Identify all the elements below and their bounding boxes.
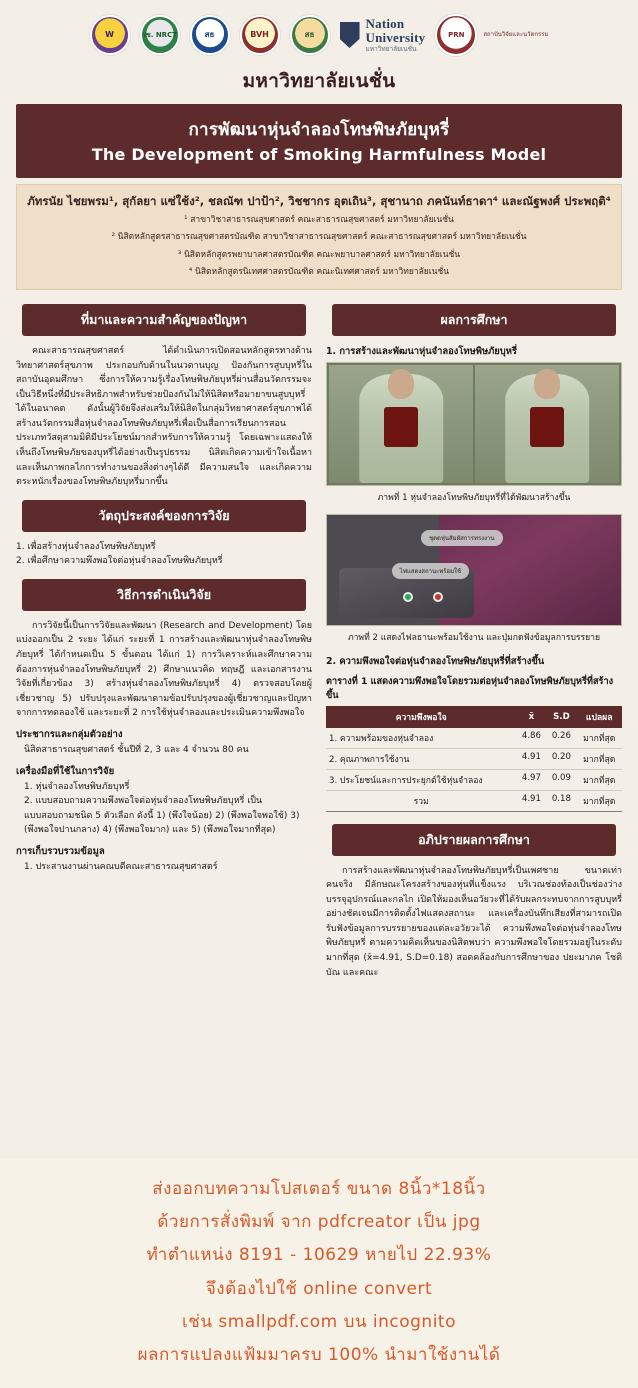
table-row xyxy=(326,769,622,790)
bottom-note xyxy=(0,1159,638,1388)
authors-band xyxy=(16,184,622,290)
note-line-2: ด้วยการสั่งพิมพ์ จาก pdfcreator เป็น jpg xyxy=(157,1212,481,1233)
prn-logo-label: PRN xyxy=(448,30,465,39)
ministry-logo-label: สธ xyxy=(204,30,215,39)
methods-paragraph: การวิจัยนี้เป็นการวิจัยและพัฒนา (Research and Development) โดยแบ่งออกเป็น 2 ระยะ ได้แก่ ระยะที่ 1 การสร้างและพัฒนาหุ่นจำลองโทษพิษภัยบุหรี่ ได้กำหนดเป็น 5 ขั้นตอน ได้แก่ 1) การวิเคราะห์และศึกษาความต้องการหุ่นจำลองโทษพิษภัยบุหรี่ 2) ศึกษาแนวคิด ทฤษฎี และเอกสารงานวิจัยที่เกี่ยวข้อง 3) สร้างหุ่นจำลองโทษพิษภัยบุหรี่ 4) ตรวจสอบโดยผู้เชี่ยวชาญ 5) ปรับปรุงและพัฒนาตามข้อปรับปรุงของผู้เชี่ยวชาญและปัญหาจากการทดลองใช้ และระยะที่ 2 การใช้หุ่นจำลองและประเมินความพึงพอใจ xyxy=(16,620,312,719)
nrct-logo xyxy=(140,15,180,55)
figure-2 xyxy=(326,514,622,626)
section-header-background: ที่มาและความสำคัญของปัญหา xyxy=(22,304,306,336)
title-band xyxy=(16,104,622,178)
wisdom-logo-label: W xyxy=(105,30,114,39)
data-collection-heading: การเก็บรวบรวมข้อมูล xyxy=(16,845,105,857)
ministry-logo xyxy=(190,15,230,55)
population-text: นิสิตสาธารณสุขศาสตร์ ชั้นปีที่ 2, 3 และ 4 จำนวน 80 คน xyxy=(24,744,249,755)
note-line-3: ทำตำแหน่ง 8191 - 10629 หายไป 22.93% xyxy=(146,1245,492,1266)
table-cell-label: 1. ความพร้อมของหุ่นจำลอง xyxy=(326,728,516,749)
instrument-item-1: 1. หุ่นจำลองโทษพิษภัยบุหรี่ xyxy=(24,781,130,792)
table-row xyxy=(326,748,622,769)
figure-1-left-photo xyxy=(329,365,473,483)
nation-name-line2: University xyxy=(365,30,426,46)
affiliation-2: ² นิสิตหลักสูตรสาธารณสุขศาสตรบัณฑิต สาขาวิชาสาธารณสุขศาสตร์ คณะสาธารณสุขศาสตร์ มหาวิทยาลัยเนชั่น xyxy=(111,232,527,243)
mannequin-chest-cavity xyxy=(384,407,418,447)
table-cell-sd: 0.26 xyxy=(546,728,576,749)
content-columns xyxy=(0,290,638,984)
page-title: มหาวิทยาลัยเนชั่น xyxy=(242,70,396,92)
mannequin-chest-cavity-2 xyxy=(530,407,564,447)
table-cell-interpretation: มากที่สุด xyxy=(576,790,622,811)
prn-logo xyxy=(435,14,477,56)
objectives-list xyxy=(16,540,312,569)
table-cell-interpretation: มากที่สุด xyxy=(576,748,622,769)
objective-item-2: 2. เพื่อศึกษาความพึงพอใจต่อหุ่นจำลองโทษพิษภัยบุหรี่ xyxy=(16,556,223,567)
thai-emblem-logo xyxy=(290,15,330,55)
table-1-title: ตารางที่ 1 แสดงความพึงพอใจโดยรวมต่อหุ่นจำลองโทษพิษภัยบุหรี่ที่สร้างขึ้น xyxy=(326,675,614,701)
table-col-header-3: แปลผล xyxy=(576,706,622,728)
figure-2-label-chip-1: ชุดดหุ่นสัมผัสการทรงงาน xyxy=(421,530,502,546)
health-logo xyxy=(240,15,280,55)
logo-bar xyxy=(0,0,638,60)
discussion-text xyxy=(326,864,622,981)
results-item-2-heading: 2. ความพึงพอใจต่อหุ่นจำลองโทษพิษภัยบุหรี่ที่สร้างขึ้น xyxy=(326,655,545,667)
table-total-row xyxy=(326,790,622,811)
discussion-paragraph: การสร้างและพัฒนาหุ่นจำลองโทษพิษภัยบุหรี่เป็นเพศชาย ขนาดเท่าคนจริง มีลักษณะโครงสร้างของหุ่นที่แข็งแรง บริเวณช่องท้องเป็นช่องว่างบรรจุอุปกรณ์และกลไก เปิดให้มองเห็นอวัยวะที่ได้รับผลกระทบจากการสูบบุหรี่อย่างชัดเจนมีการติดตั้งไฟแสดงสถานะ และเครื่องบันทึกเสียงที่สามารถเปิดรับฟังข้อมูลการบรรยายของแต่ละอวัยวะได้ ความพึงพอใจต่อหุ่นจำลองโทษพิษภัยบุหรี่ ตามความคิดเห็นของนิสิตพบว่า ความพึงพอใจโดยรวมอยู่ในระดับมากที่สุด (x̄=4.91, S.D=0.18) สอดคล้องกับการศึกษาของ ปยะมาภค โชติบัณ และคณะ xyxy=(326,865,622,978)
note-line-4: จึงต้องไปใช้ online convert xyxy=(205,1278,433,1299)
mannequin-head xyxy=(388,369,414,399)
shield-icon xyxy=(340,22,360,48)
nation-name-thai: มหาวิทยาลัยเนชั่น xyxy=(365,45,417,53)
population-heading: ประชากรและกลุ่มตัวอย่าง xyxy=(16,728,123,740)
data-collection-list xyxy=(16,860,312,875)
figure-2-label-chip-2: ไฟแสดงสถานะพร้อมใช้ xyxy=(392,563,469,579)
figure-1-right-photo xyxy=(475,365,619,483)
table-cell-mean: 4.97 xyxy=(516,769,546,790)
background-paragraph: คณะสาธารณสุขศาสตร์ ได้ดำเนินการเปิดสอนหลักสูตรทางด้านวิทยาศาสตร์สุขภาพ ประกอบกับด้านในนวดานบุญ ป้องกันการสูบบุหรี่ในสถาบันอุดมศึกษา ซึ่งการให้ความรู้เรื่องโทษพิษภัยบุหรี่ผ่านสื่อนวัตกรรมจะเป็นวิธีหนึ่งที่มีประสิทธิภาพสำหรับช่วยป้องกันไม่ให้นิสิตหรือมายาขนสูบบุหรี่ได้ในอนาคต ดังนั้นผู้วิจัยจึงส่งเสริมให้นิสิตในกลุ่มวิทยาศาสตร์สุขภาพได้สร้างนวัตกรรมสื่อหุ่นจำลองโทษพิษภัยบุหรี่เพื่อเป็นสื่อการเรียนการสอนประเภทวัสดุสามมิติมีประโยชน์มากสำหรับการให้ความรู้ โดยเฉพาะแสดงให้เห็นถึงโทษพิษภัยของบุหรี่ได้อย่างเป็นรูปธรรม นิสิตเกิดความเข้าใจเนื้อหาและเห็นภาพกลไกการทำงานของสิ่งต่างๆได้ดี มีความสนใจ และเกิดความตระหนักเรื่องของโทษพิษภัยบุหรี่มากขึ้น xyxy=(16,345,312,488)
table-cell-interpretation: มากที่สุด xyxy=(576,728,622,749)
section-header-discussion: อภิปรายผลการศึกษา xyxy=(332,824,616,856)
section-header-results: ผลการศึกษา xyxy=(332,304,616,336)
objective-item-1: 1. เพื่อสร้างหุ่นจำลองโทษพิษภัยบุหรี่ xyxy=(16,541,156,552)
nation-university-logo xyxy=(340,17,426,53)
table-cell-sd: 0.09 xyxy=(546,769,576,790)
figure-1 xyxy=(326,362,622,486)
table-row xyxy=(326,728,622,749)
affiliation-1: ¹ สาขาวิชาสาธารณสุขศาสตร์ คณะสาธารณสุขศาสตร์ มหาวิทยาลัยเนชั่น xyxy=(184,215,454,226)
title-english: The Development of Smoking Harmfulness Model xyxy=(91,145,547,164)
instruments-list xyxy=(16,780,312,838)
table-col-header-0: ความพึงพอใจ xyxy=(326,706,516,728)
nrct-logo-label: วช. NRCT xyxy=(142,30,177,39)
table-cell-label: 3. ประโยชน์และการประยุกต์ใช้หุ่นจำลอง xyxy=(326,769,516,790)
background-text xyxy=(16,344,312,490)
status-led-red xyxy=(433,592,443,602)
left-column xyxy=(16,304,312,984)
nation-name-line1: Nation xyxy=(365,16,405,32)
instruments-heading: เครื่องมือที่ใช้ในการวิจัย xyxy=(16,765,115,777)
data-collection-item-1: 1. ประสานงานผ่านคณบดีคณะสาธารณสุขศาสตร์ xyxy=(24,861,218,872)
figure-1-caption: ภาพที่ 1 หุ่นจำลองโทษพิษภัยบุหรี่ที่ได้พัฒนาสร้างขึ้น xyxy=(377,492,571,503)
table-col-header-1: x̄ xyxy=(516,706,546,728)
wisdom-logo xyxy=(90,15,130,55)
note-line-1: ส่งออกบทความโปสเตอร์ ขนาด 8นิ้ว*18นิ้ว xyxy=(152,1179,486,1200)
note-line-6: ผลการแปลงแฟ้มมาครบ 100% นำมาใช้งานได้ xyxy=(137,1344,501,1365)
right-column xyxy=(326,304,622,984)
table-cell-label: รวม xyxy=(326,790,516,811)
authors-list: ภัทรนัย ไชยพรม¹, สุกัลยา แซ่ใช้ง², ชลณัฑ ปาป้า², วิชชากร อุตเถิน³, สุชานาถ ภคนันท์ธาดา⁴ และณัฐพงศ์ ประพฤติ⁴ xyxy=(27,194,611,208)
note-line-5: เช่น smallpdf.com บน incognito xyxy=(181,1311,456,1332)
affiliation-4: ⁴ นิสิตหลักสูตรนิเทศศาสตรบัณฑิต คณะนิเทศศาสตร์ มหาวิทยาลัยเนชั่น xyxy=(188,266,450,277)
table-cell-mean: 4.86 xyxy=(516,728,546,749)
table-cell-sd: 0.18 xyxy=(546,790,576,811)
section-header-methods: วิธีการดำเนินวิจัย xyxy=(22,579,306,611)
affiliation-3: ³ นิสิตหลักสูตรพยาบาลศาสตรบัณฑิต คณะพยาบาลศาสตร์ มหาวิทยาลัยเนชั่น xyxy=(177,249,461,260)
table-cell-mean: 4.91 xyxy=(516,790,546,811)
instrument-item-2: 2. แบบสอบถามความพึงพอใจต่อหุ่นจำลองโทษพิษภัยบุหรี่ เป็นแบบสอบถามชนิด 5 ตัวเลือก ดังนี้ 1) (พึงใจน้อย) 2) (พึงพอใจพอใช้) 3) (พึงพอใจปานกลาง) 4) (พึงพอใจมาก) และ 5) (พึงพอใจมากที่สุด) xyxy=(24,796,300,836)
health-logo-label: BVH xyxy=(250,30,269,39)
methods-text xyxy=(16,619,312,721)
table-cell-mean: 4.91 xyxy=(516,748,546,769)
table-cell-interpretation: มากที่สุด xyxy=(576,769,622,790)
title-thai: การพัฒนาหุ่นจำลองโทษพิษภัยบุหรี่ xyxy=(188,120,450,140)
results-item-1-heading: 1. การสร้างและพัฒนาหุ่นจำลองโทษพิษภัยบุหรี่ xyxy=(326,345,517,357)
table-cell-label: 2. คุณภาพการใช้งาน xyxy=(326,748,516,769)
mannequin-head-2 xyxy=(534,369,560,399)
table-cell-sd: 0.20 xyxy=(546,748,576,769)
figure-2-caption: ภาพที่ 2 แสดงไฟลธานะพร้อมใช้งาน และปุ่มกดฟังข้อมูลการบรรยาย xyxy=(347,632,601,643)
table-header-row xyxy=(326,706,622,728)
table-col-header-2: S.D xyxy=(546,706,576,728)
section-header-objectives: วัตถุประสงค์ของการวิจัย xyxy=(22,500,306,532)
thai-emblem-logo-label: สธ xyxy=(304,30,315,39)
prn-caption: สถาบันวิจัยและนวัตกรรม xyxy=(483,30,549,38)
satisfaction-table xyxy=(326,706,622,812)
